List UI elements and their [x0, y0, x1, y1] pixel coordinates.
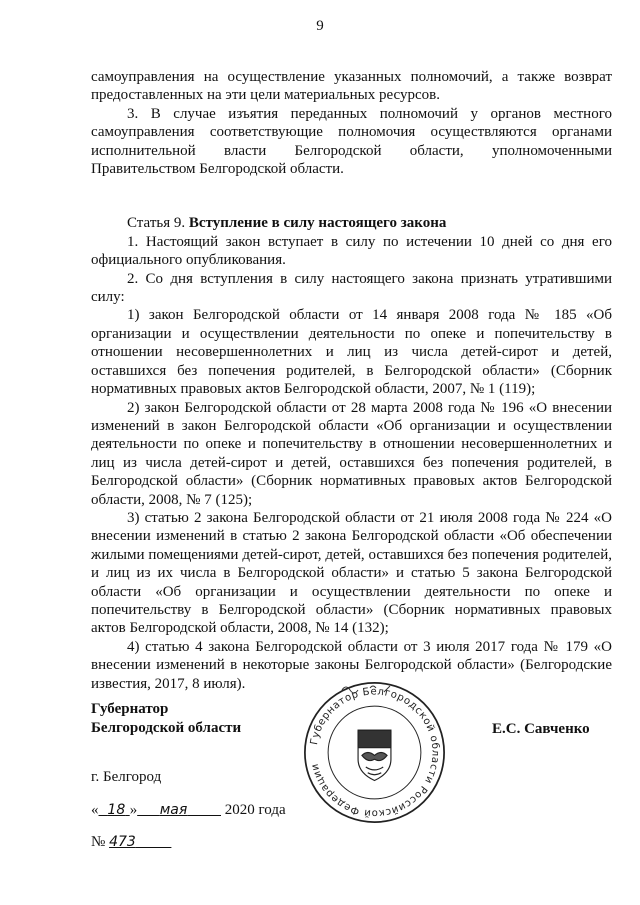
page-number: 9 — [316, 18, 324, 34]
paragraph-clause-3: 3. В случае изъятия переданных полномочий у органов местного самоуправления соответствующие полномочия осуществляются органами исполнительной власти Белгородской области, уполномоченными Правительством Белгородской области. — [91, 105, 612, 178]
article-item: 2) закон Белгородской области от 28 марта 2008 года № 196 «О внесении изменений в закон Белгородской области «Об организации и осуществлении деятельности по опеке и попечительству в отношении несовершеннолетних и лиц из числа детей-сирот и детей, оставшихся без попечения родителей, в Белгородской области» (Сборник нормативных правовых актов Белгородской области, 2008, № 7 (125); — [91, 399, 612, 508]
article-item: 1) закон Белгородской области от 14 января 2008 года № 185 «Об организации и осуществлении деятельности по опеке и попечительству в отношении несовершеннолетних и лиц из числа детей-сирот и детей, оставшихся без попечения родителей, в Белгородской области» (Сборник нормативных правовых актов Белгородской области, 2007, № 1 (119); — [91, 307, 612, 398]
article-item: 4) статью 4 закона Белгородской области от 3 июля 2017 года № 179 «О внесении изменений в некоторые законы Белгородской области» (Белгородские известия, 2017, 8 июля). — [91, 638, 612, 692]
article-item: 3) статью 2 закона Белгородской области от 21 июля 2008 года № 224 «О внесении изменений в статью 2 закона Белгородской области «Об обеспечении жилыми помещениями детей-сирот, детей, оставшихся без попечения родителей, и лиц из их числа в Белгородской области» и статью 5 закона Белгородской области «Об организации и осуществлении деятельности по опеке и попечительству в Белгородской области» (Сборник нормативных правовых актов Белгородской области, 2008, № 14 (132); — [91, 509, 612, 637]
date-year: 2020 года — [224, 802, 286, 818]
signatory-title: Губернатор — [91, 701, 169, 717]
official-seal — [302, 680, 447, 825]
law-number — [91, 834, 171, 851]
signatory-name: Е.С. Савченко — [492, 721, 590, 737]
date-open-quote: « — [91, 802, 99, 818]
paragraph-continuation: самоуправления на осуществление указанных полномочий, а также возврат предоставленных на эти цели материальных ресурсов. — [91, 69, 612, 104]
article-item: 2. Со дня вступления в силу настоящего закона признать утратившими силу: — [91, 270, 612, 306]
signatory-region: Белгородской области — [91, 720, 242, 736]
paragraph-gap — [91, 178, 612, 214]
article-title: Вступление в силу настоящего закона — [188, 215, 447, 232]
signing-city: г. Белгород — [91, 769, 162, 785]
article-number: Статья 9. — [127, 215, 186, 232]
date-close-quote: » — [129, 802, 138, 818]
date-month: мая — [159, 802, 188, 818]
article-item: 1. Настоящий закон вступает в силу по истечении 10 дней со дня его официального опубликования. — [91, 233, 612, 269]
law-number-value: 473 — [109, 834, 136, 850]
signing-date — [91, 802, 286, 819]
signatory-position — [91, 700, 241, 738]
coat-of-arms-icon — [358, 730, 391, 780]
handwritten-signature — [340, 678, 400, 698]
law-number-prefix: № — [91, 834, 106, 850]
date-day: 18 — [107, 802, 126, 818]
article-heading — [91, 214, 612, 232]
seal-text: Губернатор Белгородской области Российской Федерации — [308, 686, 441, 819]
document-body — [91, 68, 612, 693]
